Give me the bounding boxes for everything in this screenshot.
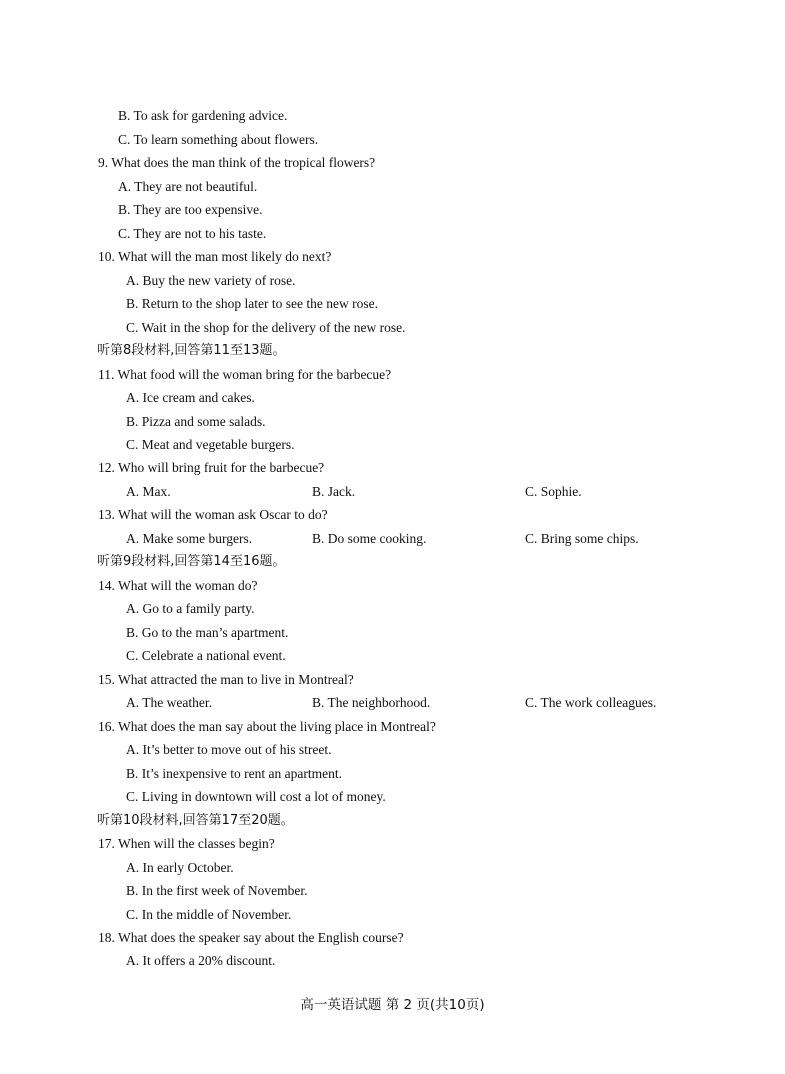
section-8-heading: 听第8段材料,回答第11至13题。 [97, 343, 286, 358]
q15-option-c: C. The work colleagues. [525, 695, 657, 710]
q13-option-c: C. Bring some chips. [525, 531, 639, 546]
question-10: 10. What will the man most likely do next? [98, 249, 332, 264]
section-10-heading: 听第10段材料,回答第17至20题。 [97, 813, 294, 828]
q8-option-c: C. To learn something about flowers. [118, 132, 319, 147]
q12-option-b: B. Jack. [312, 484, 356, 499]
q14-option-a: A. Go to a family party. [126, 601, 255, 616]
q16-option-a: A. It’s better to move out of his street. [126, 742, 332, 757]
q11-option-c: C. Meat and vegetable burgers. [126, 437, 295, 452]
question-17: 17. When will the classes begin? [98, 836, 275, 851]
q12-option-a: A. Max. [126, 484, 171, 499]
q17-option-c: C. In the middle of November. [126, 907, 292, 922]
q9-option-c: C. They are not to his taste. [118, 226, 267, 241]
q16-option-b: B. It’s inexpensive to rent an apartment. [126, 766, 342, 781]
q14-option-c: C. Celebrate a national event. [126, 648, 286, 663]
q10-option-b: B. Return to the shop later to see the new rose. [126, 296, 378, 311]
question-16: 16. What does the man say about the living place in Montreal? [98, 719, 436, 734]
q10-option-a: A. Buy the new variety of rose. [126, 273, 296, 288]
q9-option-a: A. They are not beautiful. [118, 179, 258, 194]
question-13: 13. What will the woman ask Oscar to do? [98, 507, 328, 522]
question-11: 11. What food will the woman bring for the barbecue? [98, 367, 392, 382]
q18-option-a: A. It offers a 20% discount. [126, 953, 276, 968]
question-9: 9. What does the man think of the tropical flowers? [98, 155, 376, 170]
q9-option-b: B. They are too expensive. [118, 202, 263, 217]
q13-option-b: B. Do some cooking. [312, 531, 427, 546]
q16-option-c: C. Living in downtown will cost a lot of money. [126, 789, 386, 804]
page-footer: 高一英语试题 第 2 页(共10页) [300, 997, 485, 1013]
q11-option-a: A. Ice cream and cakes. [126, 390, 255, 405]
section-9-heading: 听第9段材料,回答第14至16题。 [97, 554, 286, 569]
question-12: 12. Who will bring fruit for the barbecue? [98, 460, 325, 475]
q17-option-a: A. In early October. [126, 860, 234, 875]
q13-option-a: A. Make some burgers. [126, 531, 253, 546]
q12-option-c: C. Sophie. [525, 484, 582, 499]
question-18: 18. What does the speaker say about the English course? [98, 930, 404, 945]
q8-option-b: B. To ask for gardening advice. [118, 108, 288, 123]
question-15: 15. What attracted the man to live in Montreal? [98, 672, 354, 687]
q15-option-a: A. The weather. [126, 695, 212, 710]
question-14: 14. What will the woman do? [98, 578, 258, 593]
q10-option-c: C. Wait in the shop for the delivery of the new rose. [126, 320, 406, 335]
q11-option-b: B. Pizza and some salads. [126, 414, 266, 429]
q17-option-b: B. In the first week of November. [126, 883, 308, 898]
q15-option-b: B. The neighborhood. [312, 695, 431, 710]
q14-option-b: B. Go to the man’s apartment. [126, 625, 289, 640]
